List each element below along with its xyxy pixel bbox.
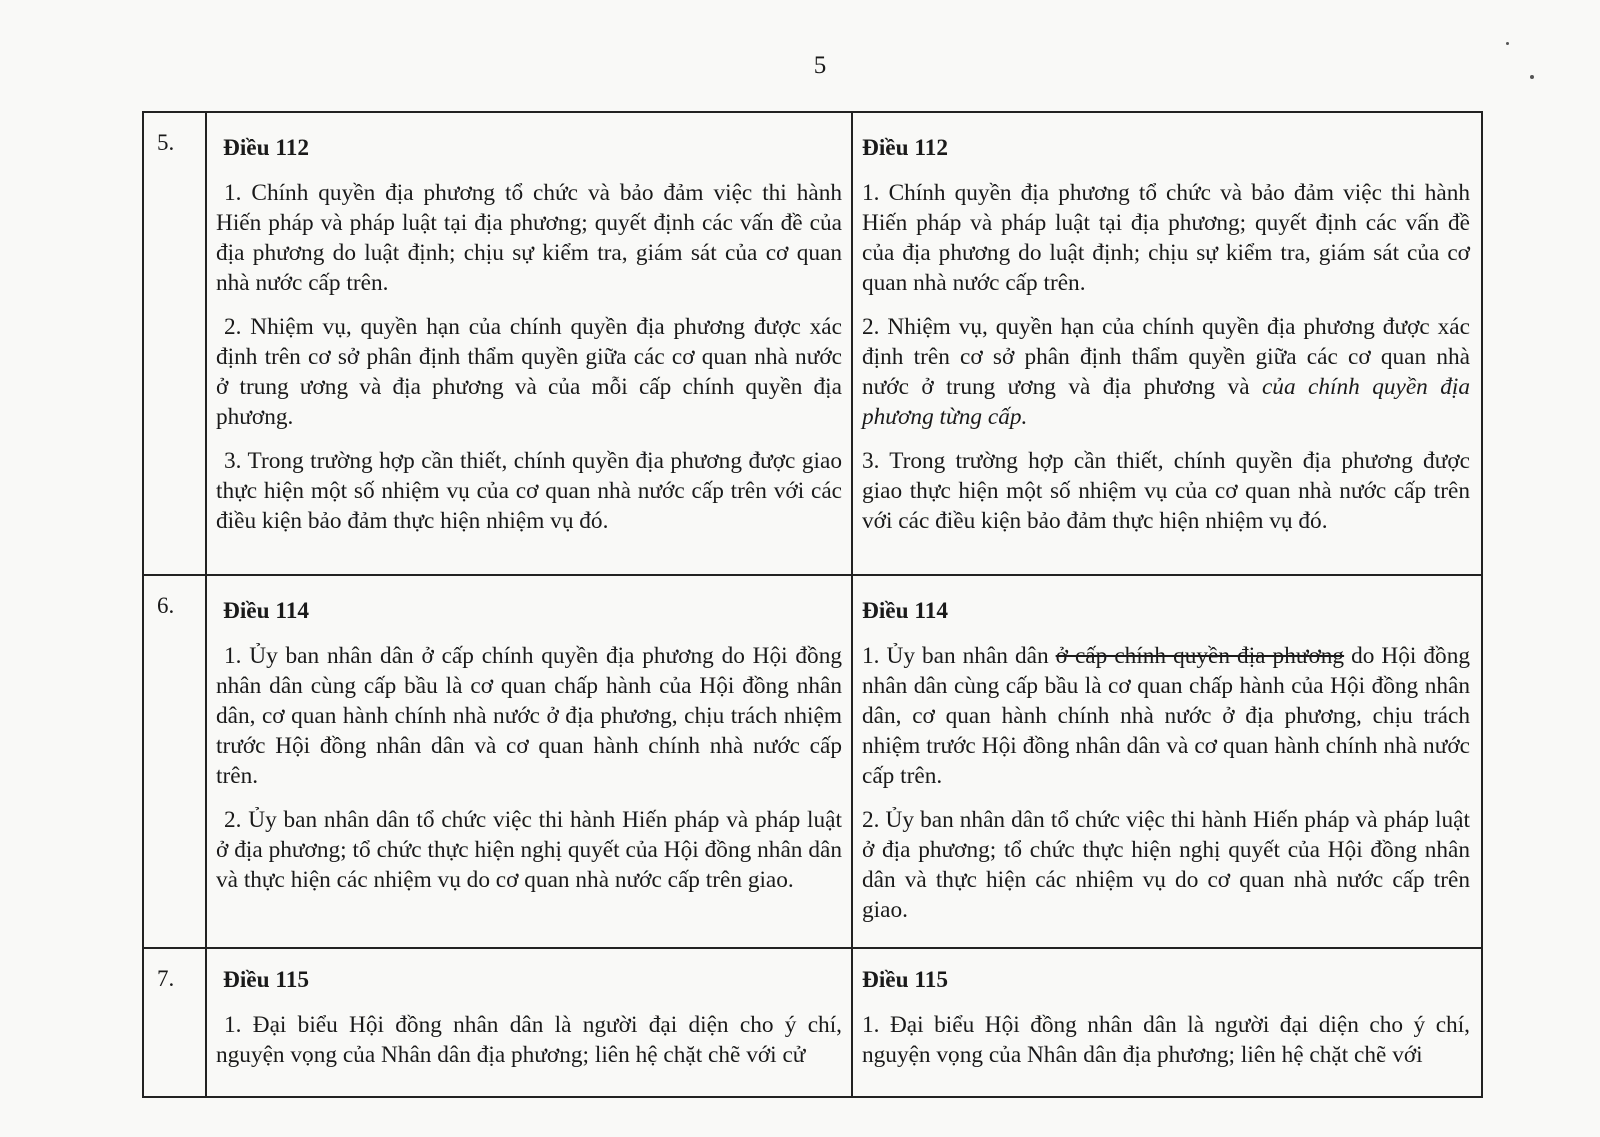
- paragraph: 3. Trong trường hợp cần thiết, chính quyền địa phương được giao thực hiện một số nhiệm vụ của cơ quan nhà nước cấp trên với các điều kiện bảo đảm thực hiện nhiệm vụ đó.: [862, 448, 1470, 534]
- paragraph: 1. Đại biểu Hội đồng nhân dân là người đại diện cho ý chí, nguyện vọng của Nhân dân địa phương; liên hệ chặt chẽ với cử: [216, 1012, 842, 1068]
- amended-text-cell: [852, 112, 1482, 575]
- paragraph-text: do Hội đồng nhân dân cùng cấp bầu là cơ quan chấp hành của Hội đồng nhân dân, cơ quan hành chính nhà nước ở địa phương, chịu trách nhiệm trước Hội đồng nhân dân và cơ quan hành chính nhà nước cấp trên.: [862, 643, 1470, 789]
- article-title: Điều 115: [223, 967, 310, 993]
- article-title: Điều 114: [862, 598, 949, 624]
- comparison-table: [142, 111, 1483, 1098]
- amended-italic-text: của chính quyền địa phương từng cấp.: [862, 374, 1471, 430]
- article-title: Điều 112: [862, 135, 949, 161]
- paragraph-text: 1. Ủy ban nhân dân: [862, 643, 1056, 669]
- page-number: 5: [813, 52, 827, 79]
- paragraph: [862, 312, 1470, 432]
- article-title: Điều 115: [862, 967, 949, 993]
- paragraph: 2. Nhiệm vụ, quyền hạn của chính quyền địa phương được xác định trên cơ sở phân định thẩm quyền giữa các cơ quan nhà nước ở trung ương và địa phương và của mỗi cấp chính quyền địa phương.: [216, 314, 842, 430]
- deleted-struck-text: ở cấp chính quyền địa phương: [1055, 643, 1345, 669]
- article-title: Điều 112: [223, 135, 310, 161]
- row-number: 7.: [143, 948, 206, 1097]
- scan-speck: [1530, 75, 1534, 79]
- original-text-cell: [206, 575, 852, 948]
- article-title: Điều 114: [223, 598, 310, 624]
- row-number: 5.: [143, 112, 206, 575]
- paragraph: 1. Ủy ban nhân dân ở cấp chính quyền địa phương do Hội đồng nhân dân cùng cấp bầu là cơ quan chấp hành của Hội đồng nhân dân, cơ quan hành chính nhà nước ở địa phương, chịu trách nhiệm trước Hội đồng nhân dân và cơ quan hành chính nhà nước cấp trên.: [216, 643, 842, 789]
- original-text-cell: [206, 112, 852, 575]
- paragraph: 2. Ủy ban nhân dân tổ chức việc thi hành Hiến pháp và pháp luật ở địa phương; tổ chức thực hiện nghị quyết của Hội đồng nhân dân và thực hiện các nhiệm vụ do cơ quan nhà nước cấp trên giao.: [862, 807, 1470, 923]
- scan-speck: [1506, 42, 1509, 45]
- paragraph: 3. Trong trường hợp cần thiết, chính quyền địa phương được giao thực hiện một số nhiệm vụ của cơ quan nhà nước cấp trên với các điều kiện bảo đảm thực hiện nhiệm vụ đó.: [216, 448, 842, 534]
- paragraph: 1. Đại biểu Hội đồng nhân dân là người đại diện cho ý chí, nguyện vọng của Nhân dân địa phương; liên hệ chặt chẽ với: [862, 1012, 1470, 1068]
- paragraph: [862, 641, 1470, 791]
- row-number: 6.: [143, 575, 206, 948]
- table-row: [143, 112, 1482, 575]
- original-text-cell: [206, 948, 852, 1097]
- paragraph-text: 2. Nhiệm vụ, quyền hạn của chính quyền địa phương được xác định trên cơ sở phân định thẩm quyền giữa các cơ quan nhà nước ở trung ương và địa phương và: [862, 314, 1470, 400]
- table-row: [143, 575, 1482, 948]
- amended-text-cell: [852, 575, 1482, 948]
- amended-text-cell: [852, 948, 1482, 1097]
- paragraph: 2. Ủy ban nhân dân tổ chức việc thi hành Hiến pháp và pháp luật ở địa phương; tổ chức thực hiện nghị quyết của Hội đồng nhân dân và thực hiện các nhiệm vụ do cơ quan nhà nước cấp trên giao.: [216, 807, 842, 893]
- table-row: [143, 948, 1482, 1097]
- paragraph: 1. Chính quyền địa phương tổ chức và bảo đảm việc thi hành Hiến pháp và pháp luật tại địa phương; quyết định các vấn đề của địa phương do luật định; chịu sự kiểm tra, giám sát của cơ quan nhà nước cấp trên.: [862, 180, 1470, 296]
- paragraph: 1. Chính quyền địa phương tổ chức và bảo đảm việc thi hành Hiến pháp và pháp luật tại địa phương; quyết định các vấn đề của địa phương do luật định; chịu sự kiểm tra, giám sát của cơ quan nhà nước cấp trên.: [216, 180, 842, 296]
